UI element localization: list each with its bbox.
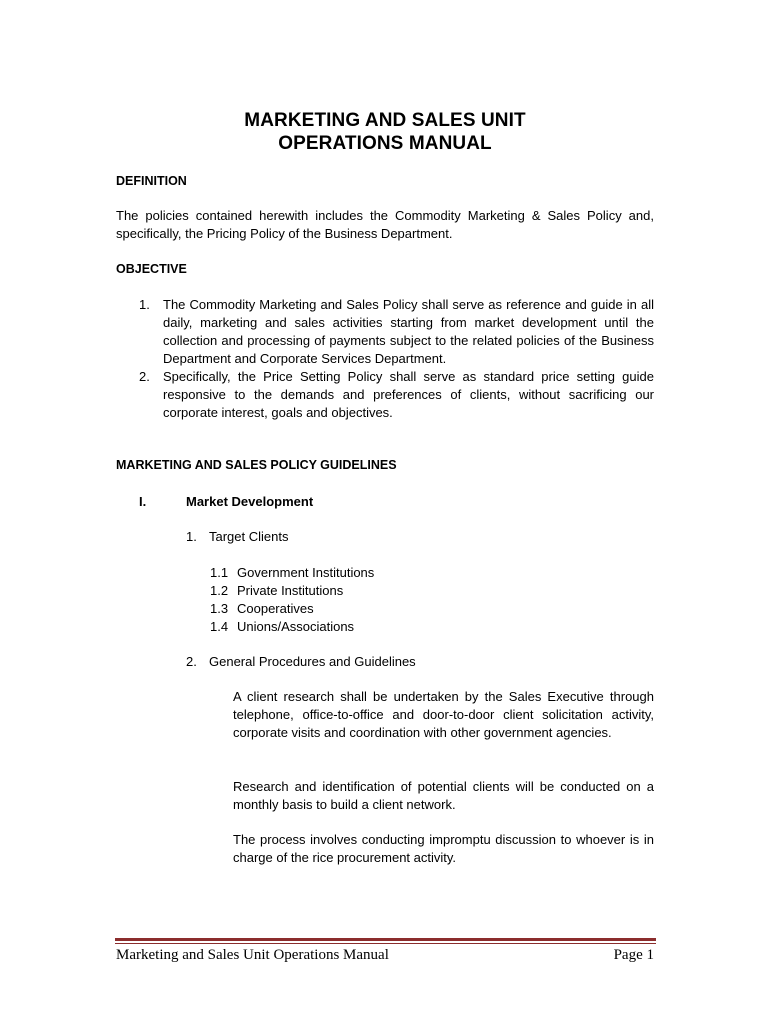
client-type-label: Government Institutions <box>237 565 375 580</box>
client-type-number: 1.4 <box>210 619 229 634</box>
document-title-line-2: OPERATIONS MANUAL <box>278 133 492 154</box>
document-title-line-1: MARKETING AND SALES UNIT <box>244 110 526 131</box>
procedure-paragraph: Research and identification of potential clients will be conducted on a monthly basis to build a client network. <box>233 779 654 812</box>
client-type-number: 1.1 <box>210 565 229 580</box>
section-number: I. <box>139 494 147 509</box>
guidelines-heading: MARKETING AND SALES POLICY GUIDELINES <box>116 458 397 472</box>
footer-document-name: Marketing and Sales Unit Operations Manual <box>116 947 389 963</box>
objective-item-text: The Commodity Marketing and Sales Policy shall serve as reference and guide in all daily, marketing and sales activities starting from market development until the collection and processing of payments subject to the related policies of the Business Department and Corporate Services Department. <box>163 297 654 366</box>
footer-rule <box>115 938 656 941</box>
client-type-number: 1.3 <box>210 601 229 616</box>
procedure-paragraph: The process involves conducting impromptu discussion to whoever is in charge of the rice procurement activity. <box>233 832 654 865</box>
footer-rule-thin <box>115 943 656 944</box>
objective-item-number: 1. <box>139 297 150 312</box>
client-type-number: 1.2 <box>210 583 229 598</box>
client-type-label: Cooperatives <box>237 601 314 616</box>
procedure-paragraph: A client research shall be undertaken by the Sales Executive through telephone, office-to-office and door-to-door client solicitation activity, corporate visits and coordination with other government agencies. <box>233 689 654 740</box>
definition-heading: DEFINITION <box>116 174 187 188</box>
client-type-label: Unions/Associations <box>237 619 355 634</box>
subsection-title: General Procedures and Guidelines <box>209 654 416 669</box>
subsection-title: Target Clients <box>209 529 289 544</box>
definition-text: The policies contained herewith includes the Commodity Marketing & Sales Policy and, specifically, the Pricing Policy of the Business Department. <box>116 208 654 241</box>
footer-page-number: Page 1 <box>613 947 654 963</box>
subsection-number: 2. <box>186 654 197 669</box>
subsection-number: 1. <box>186 529 197 544</box>
section-title: Market Development <box>186 494 314 509</box>
client-type-label: Private Institutions <box>237 583 344 598</box>
objective-item-text: Specifically, the Price Setting Policy shall serve as standard price setting guide responsive to the demands and preferences of clients, without sacrificing our corporate interest, goals and objectives. <box>163 369 654 420</box>
objective-item-number: 2. <box>139 369 150 384</box>
objective-heading: OBJECTIVE <box>116 262 187 276</box>
